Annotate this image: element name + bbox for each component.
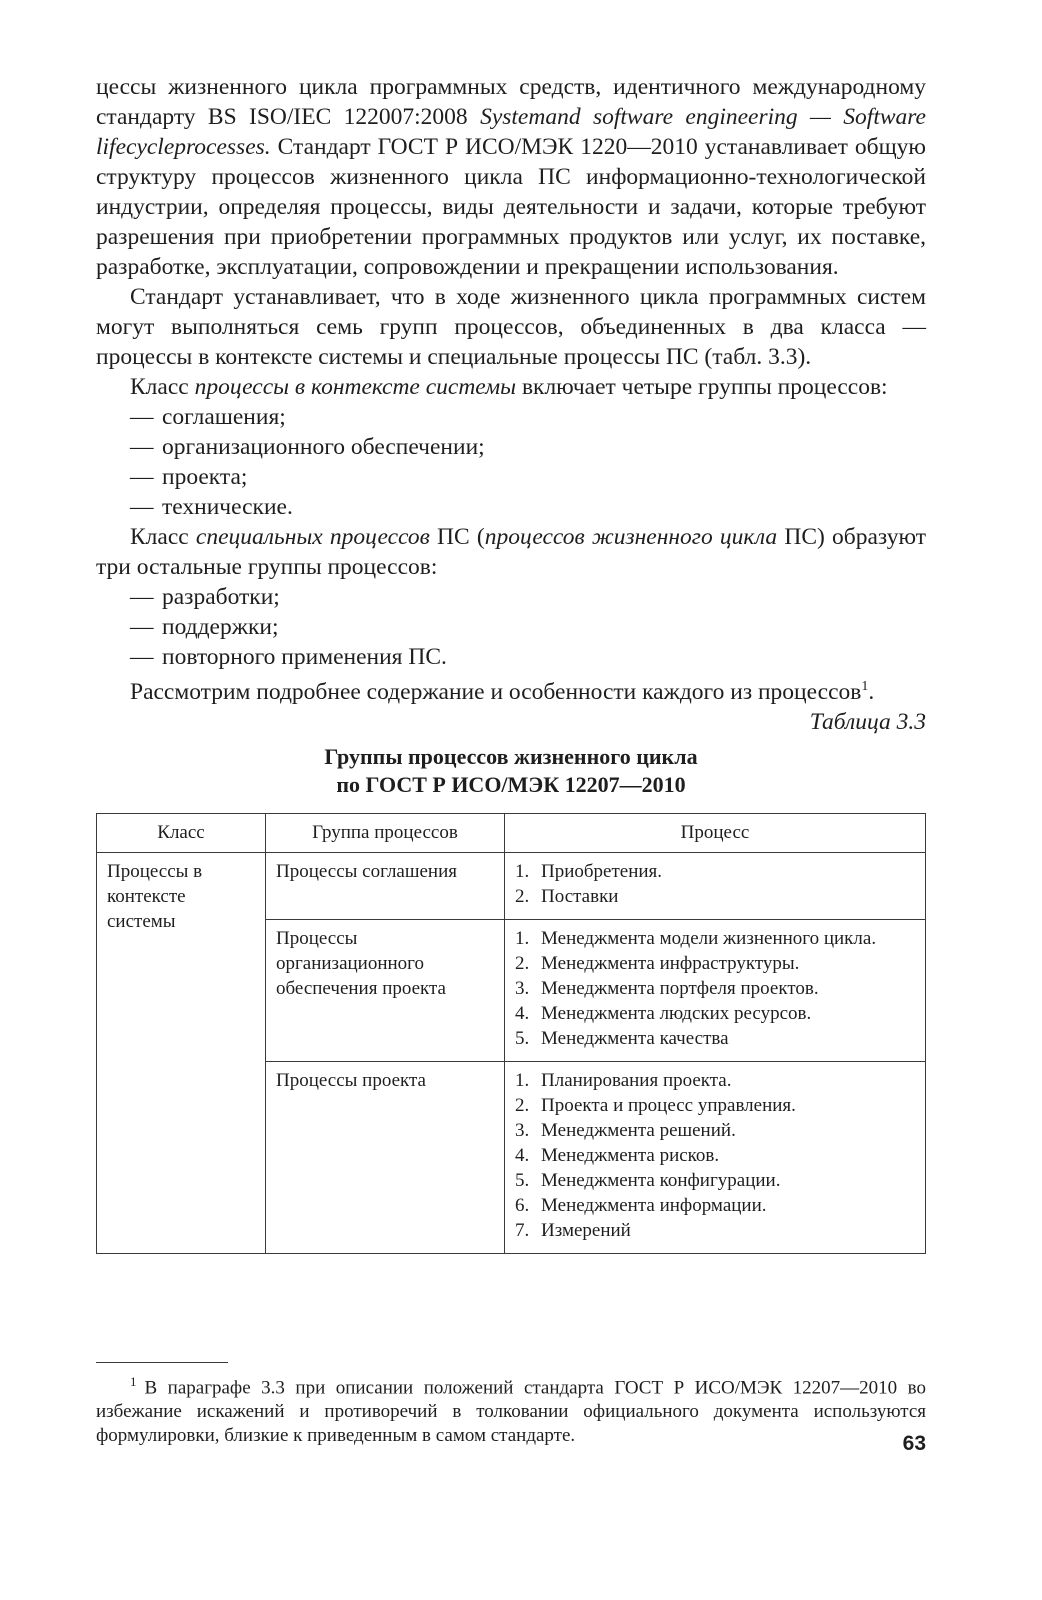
process-list [515, 1068, 915, 1243]
class-cell: Процессы в контексте системы [97, 852, 266, 1253]
paragraph-5-end: . [868, 678, 875, 705]
paragraph-1-text-a: цессы жизненного цикла программных средств, идентичного международному стандарту BS ISO/IEC 122007:2008 [96, 74, 926, 130]
list-dash: — [130, 584, 154, 610]
header-group: Группа процессов [266, 813, 505, 852]
process-text: Менеджмента модели жизненного цикла. [541, 927, 877, 949]
list-item-text: разработки; [162, 584, 280, 610]
process-text: Менеджмента рисков. [541, 1144, 720, 1166]
list-item-text: технические. [162, 494, 293, 520]
paragraph-2: Стандарт устанавливает, что в ходе жизненного цикла программных систем могут выполняться семь групп процессов, объединенных в два класса — процессы в контексте системы и специальные процессы ПС (табл. 3.3). [96, 284, 926, 370]
list-dash: — [130, 614, 154, 640]
process-number: 1. [515, 860, 530, 882]
process-item [515, 951, 915, 976]
process-text: Менеджмента качества [541, 1027, 729, 1049]
paragraph-4-text-b: ПС ( [429, 524, 485, 550]
list-item-text: соглашения; [162, 404, 286, 430]
list-item [96, 612, 926, 642]
paragraph-3-text-b: включает четыре группы процессов: [516, 374, 888, 400]
process-item [515, 1068, 915, 1093]
process-list [515, 926, 915, 1051]
list-process-groups-system [96, 402, 926, 522]
process-item [515, 1093, 915, 1118]
list-item-text: организационного обеспечении; [162, 434, 485, 460]
process-item [515, 1143, 915, 1168]
process-text: Планирования проекта. [541, 1069, 732, 1091]
process-list [515, 859, 915, 909]
process-number: 4. [515, 1002, 530, 1024]
list-item-text: проекта; [162, 464, 248, 490]
footnote-mark: 1 [130, 1374, 137, 1389]
list-dash: — [130, 464, 154, 490]
process-number: 6. [515, 1194, 530, 1216]
process-number: 5. [515, 1169, 530, 1191]
list-item [96, 492, 926, 522]
process-text: Менеджмента портфеля проектов. [541, 977, 819, 999]
process-text: Менеджмента информации. [541, 1194, 767, 1216]
paragraph-4-text-c: ПС) образуют три остальные группы процессов: [96, 524, 926, 580]
paragraph-5 [96, 672, 926, 707]
list-item [96, 582, 926, 612]
list-item [96, 642, 926, 672]
footnote-reference[interactable]: 1 [861, 679, 869, 694]
process-number: 2. [515, 885, 530, 907]
table-title [96, 743, 926, 799]
list-item-text: повторного применения ПС. [162, 644, 447, 670]
process-text: Менеджмента решений. [541, 1119, 736, 1141]
paragraph-4-text-a: Класс [130, 524, 196, 550]
process-item [515, 1026, 915, 1051]
process-text: Менеджмента инфраструктуры. [541, 952, 800, 974]
paragraph-5-text: Рассмотрим подробнее содержание и особенности каждого из процессов [130, 678, 862, 705]
process-number: 2. [515, 1094, 530, 1116]
process-number: 5. [515, 1027, 530, 1049]
header-class: Класс [97, 813, 266, 852]
page-number: 63 [902, 1432, 926, 1455]
list-dash: — [130, 494, 154, 520]
footnote-divider [96, 1362, 228, 1363]
process-number: 4. [515, 1144, 530, 1166]
header-process: Процесс [505, 813, 926, 852]
list-dash: — [130, 644, 154, 670]
paragraph-4 [96, 522, 926, 582]
footnote [96, 1370, 926, 1448]
process-item [515, 1001, 915, 1026]
process-text: Измерений [541, 1219, 631, 1241]
process-cell [505, 1061, 926, 1253]
process-text: Менеджмента людских ресурсов. [541, 1002, 812, 1024]
paragraph-1-italic: Systemand software engineering — Software lifecycleprocesses. [96, 104, 926, 160]
process-number: 1. [515, 1069, 530, 1091]
process-item [515, 1218, 915, 1243]
process-number: 3. [515, 977, 530, 999]
process-cell [505, 919, 926, 1061]
list-process-groups-special [96, 582, 926, 672]
process-text: Приобретения. [541, 860, 663, 882]
table-title-line-2: по ГОСТ Р ИСО/МЭК 12207—2010 [336, 771, 686, 797]
process-cell [505, 852, 926, 919]
list-item [96, 402, 926, 432]
process-number: 3. [515, 1119, 530, 1141]
process-item [515, 976, 915, 1001]
process-item [515, 1168, 915, 1193]
process-groups-table [96, 813, 926, 1254]
paragraph-3-text-a: Класс [130, 374, 195, 400]
process-item [515, 926, 915, 951]
group-cell: Процессы организационного обеспечения проекта [266, 919, 505, 1061]
process-item [515, 884, 915, 909]
paragraph-1 [96, 72, 926, 282]
page-body [96, 72, 926, 1254]
list-dash: — [130, 434, 154, 460]
table-title-line-1: Группы процессов жизненного цикла [324, 743, 698, 769]
paragraph-4-italic-2: процессов жизненного цикла [484, 524, 778, 550]
process-text: Менеджмента конфигурации. [541, 1169, 781, 1191]
process-text: Поставки [541, 885, 619, 907]
process-number: 2. [515, 952, 530, 974]
footnote-text: В параграфе 3.3 при описании положений стандарта ГОСТ Р ИСО/МЭК 12207—2010 во избежание искажений и противоречий в толковании официального документа используются формулировки, близкие к приведенным в самом стандарте. [96, 1377, 926, 1447]
process-number: 7. [515, 1219, 530, 1241]
process-item [515, 1193, 915, 1218]
group-cell: Процессы соглашения [266, 852, 505, 919]
paragraph-4-italic-1: специальных процессов [195, 524, 430, 550]
table-row [97, 852, 926, 919]
paragraph-3-italic: процессы в контексте системы [194, 374, 517, 400]
process-item [515, 1118, 915, 1143]
list-dash: — [130, 404, 154, 430]
process-number: 1. [515, 927, 530, 949]
group-cell: Процессы проекта [266, 1061, 505, 1253]
list-item [96, 462, 926, 492]
process-text: Проекта и процесс управления. [541, 1094, 796, 1116]
paragraph-1-text-b: Стандарт ГОСТ Р ИСО/МЭК 1220—2010 устанавливает общую структуру процессов жизненного цикла ПС информационно-технологической индустрии, определяя процессы, виды деятельности и задачи, которые требуют разрешения при приобретении программных продуктов или услуг, их поставке, разработке, эксплуатации, сопровождении и прекращении использования. [96, 134, 926, 280]
list-item [96, 432, 926, 462]
table-header-row [97, 813, 926, 852]
process-item [515, 859, 915, 884]
paragraph-3 [96, 372, 926, 402]
table-label: Таблица 3.3 [809, 708, 926, 735]
list-item-text: поддержки; [162, 614, 279, 640]
